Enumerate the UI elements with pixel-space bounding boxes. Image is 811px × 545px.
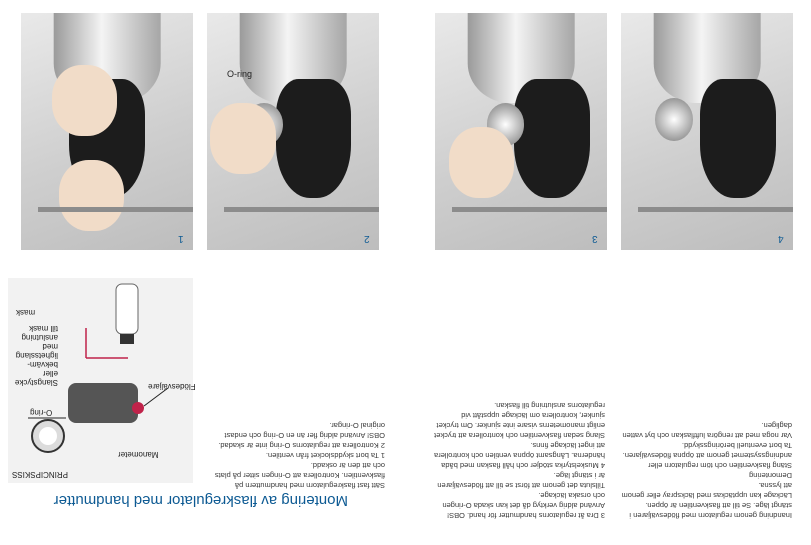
principle-diagram: [8, 278, 196, 483]
photo-number: 2: [364, 233, 370, 244]
photo-number: 3: [592, 233, 598, 244]
o-ring-callout: O-ring: [227, 69, 253, 79]
text-column-3: Inandning genom regulatorn med flödesväljaren i stängt läge. Se till att flaskventilen är öppen. Läckage kan upptäckas med läckspray eller genom att lyssna. Demontering Stäng flaskventilen och töm regulatorn eller andningssystemet genom att öppna flödesväljaren. Ta bort eventuell beröringsskydd. Var noga med att rengöra luftflaskan och byt vatten dagligen.: [621, 421, 792, 520]
rail-image: [224, 207, 379, 212]
rail-image: [38, 207, 193, 212]
regulator-body-shape: [68, 383, 138, 423]
bracket-image: [700, 79, 776, 198]
photo-number: 1: [178, 233, 184, 244]
hand-image: [52, 65, 117, 136]
hose-label: Slangstycke eller bekväm-lighetsslang med anslutning till mask: [14, 324, 58, 387]
rail-image: [638, 207, 793, 212]
rail-image: [452, 207, 607, 212]
bracket-image: [514, 79, 590, 198]
mask-label: mask: [16, 308, 36, 317]
text-column-1: Sätt fast flaskregulatorn med handmuttern på flaskventilen. Kontrollera att O-ringen sitter på plats och att den är oskadd. 1 Ta bort skyddslocket från ventilen. 2 Kontrollera att regulatorns O-ring inte är skadad. OBS! Använd aldrig fler än en O-ring och endast original O-ringar.: [214, 421, 385, 490]
photo-number: 4: [778, 233, 784, 244]
photo-step-3: [435, 13, 607, 250]
photo-step-2: [207, 13, 379, 250]
manometer-label: Manometer: [118, 450, 159, 459]
valve-shape: [120, 334, 134, 344]
o-ring-label: O-ring: [30, 408, 53, 417]
hand-image: [449, 127, 514, 198]
cylinder-shape: [116, 284, 138, 334]
text-column-2: 3 Dra åt regulatorns handmutter för hand. OBS! Använd aldrig verktyg då det kan skada O-ringen och orsaka läckage. Tillsluta det genom att först se till att flödesväljaren är i stängt läge. 4 Muskelstyrka stödjer och håll flaskan med båda händerna. Långsamt öppna ventilen och kontrollera att inget läckage finns. Slang sedan flaskventilen och kontrollera att trycket enligt manometerns visare inte sjunker. Om trycket sjunker, kontrollera om läckage uppstått vid regulatorns anslutning till flaskan.: [434, 401, 605, 520]
flow-valve-knob: [132, 402, 144, 414]
page-heading: Montering av flaskregulator med handmutter: [53, 492, 348, 509]
principle-label: PRINCIPSKISS: [12, 470, 69, 479]
photo-step-4: [621, 13, 793, 250]
hand-image: [210, 103, 275, 174]
regulator-image: [655, 98, 693, 141]
photo-step-1: [21, 13, 193, 250]
hand-image: [59, 160, 124, 231]
bracket-image: [276, 79, 352, 198]
flow-valve-label: Flödesväljare: [148, 382, 196, 391]
manometer-face: [39, 427, 57, 445]
